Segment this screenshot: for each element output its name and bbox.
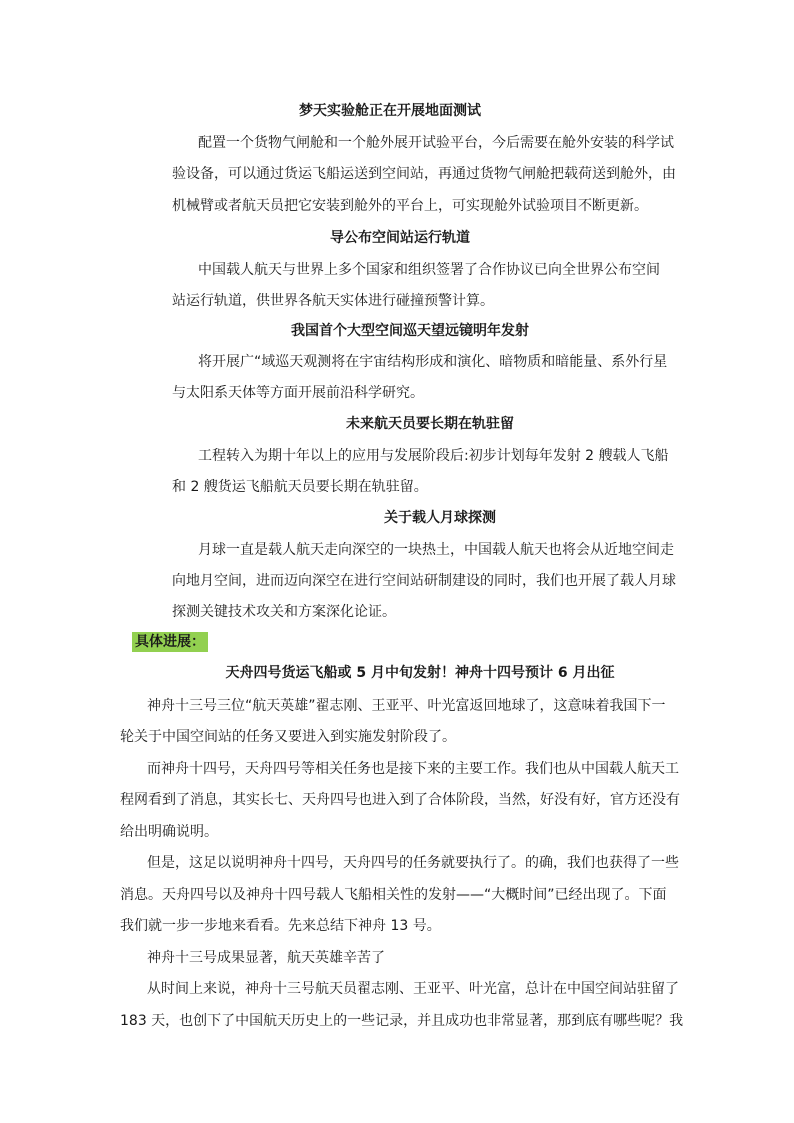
paragraph-line: 工程转入为期十年以上的应用与发展阶段后:初步计划每年发射 2 艘载人飞船 (198, 448, 669, 464)
section-title-moon: 关于载人月球探测 (384, 510, 496, 526)
paragraph-line: 我们就一步一步地来看看。先来总结下神舟 13 号。 (120, 918, 441, 934)
highlight-label: 具体进展： (132, 632, 208, 652)
paragraph-line: 和 2 艘货运飞船航天员要长期在轨驻留。 (172, 479, 428, 495)
paragraph-line: 探测关键技术攻关和方案深化论证。 (172, 604, 396, 620)
section-title-astronauts: 未来航天员要长期在轨驻留 (346, 416, 514, 432)
paragraph-line: 轮关于中国空间站的任务又要进入到实施发射阶段了。 (120, 729, 456, 745)
paragraph-line: 程网看到了消息，其实长七、天舟四号也进入到了合体阶段，当然，好没有好，官方还没有 (120, 792, 680, 808)
paragraph-line: 机械臂或者航天员把它安装到舱外的平台上，可实现舱外试验项目不断更新。 (172, 198, 648, 214)
paragraph-line: 神舟十三号三位“航天英雄”翟志刚、王亚平、叶光富返回地球了，这意味着我国下一 (147, 698, 666, 714)
paragraph-line: 将开展广“域巡天观测将在宇宙结构形成和演化、暗物质和暗能量、系外行星 (198, 354, 668, 370)
paragraph-line: 神舟十三号成果显著，航天英雄辛苦了 (147, 950, 385, 966)
paragraph-line: 但是，这足以说明神舟十四号，天舟四号的任务就要执行了。的确，我们也获得了一些 (147, 855, 679, 871)
paragraph-line: 月球一直是载人航天走向深空的一块热土，中国载人航天也将会从近地空间走 (198, 542, 674, 558)
paragraph-line: 与太阳系天体等方面开展前沿科学研究。 (172, 385, 424, 401)
paragraph-line: 而神舟十四号，天舟四号等相关任务也是接下来的主要工作。我们也从中国载人航天工 (147, 761, 679, 777)
paragraph-line: 给出明确说明。 (120, 824, 218, 840)
paragraph-line: 站运行轨道，供世界各航天实体进行碰撞预警计算。 (172, 293, 494, 309)
news-title: 天舟四号货运飞船或 5 月中旬发射！神舟十四号预计 6 月出征 (225, 665, 615, 681)
paragraph-line: 配置一个货物气闸舱和一个舱外展开试验平台，今后需要在舱外安装的科学试 (198, 135, 674, 151)
section-title-orbit: 导公布空间站运行轨道 (330, 230, 470, 246)
paragraph-line: 向地月空间，进而迈向深空在进行空间站研制建设的同时，我们也开展了载人月球 (172, 573, 676, 589)
section-title-mengtian: 梦天实验舱正在开展地面测试 (299, 103, 481, 119)
paragraph-line: 183 天，也创下了中国航天历史上的一些记录，并且成功也非常显著，那到底有哪些呢？我 (120, 1013, 684, 1029)
paragraph-line: 从时间上来说，神舟十三号航天员翟志刚、王亚平、叶光富，总计在中国空间站驻留了 (147, 981, 679, 997)
paragraph-line: 验设备，可以通过货运飞船运送到空间站，再通过货物气闸舱把载荷送到舱外，由 (172, 166, 676, 182)
paragraph-line: 中国载人航天与世界上多个国家和组织签署了合作协议已向全世界公布空间 (198, 262, 660, 278)
section-title-telescope: 我国首个大型空间巡天望远镜明年发射 (291, 323, 529, 339)
paragraph-line: 消息。天舟四号以及神舟十四号载人飞船相关性的发射——“大概时间”已经出现了。下面 (120, 887, 667, 903)
